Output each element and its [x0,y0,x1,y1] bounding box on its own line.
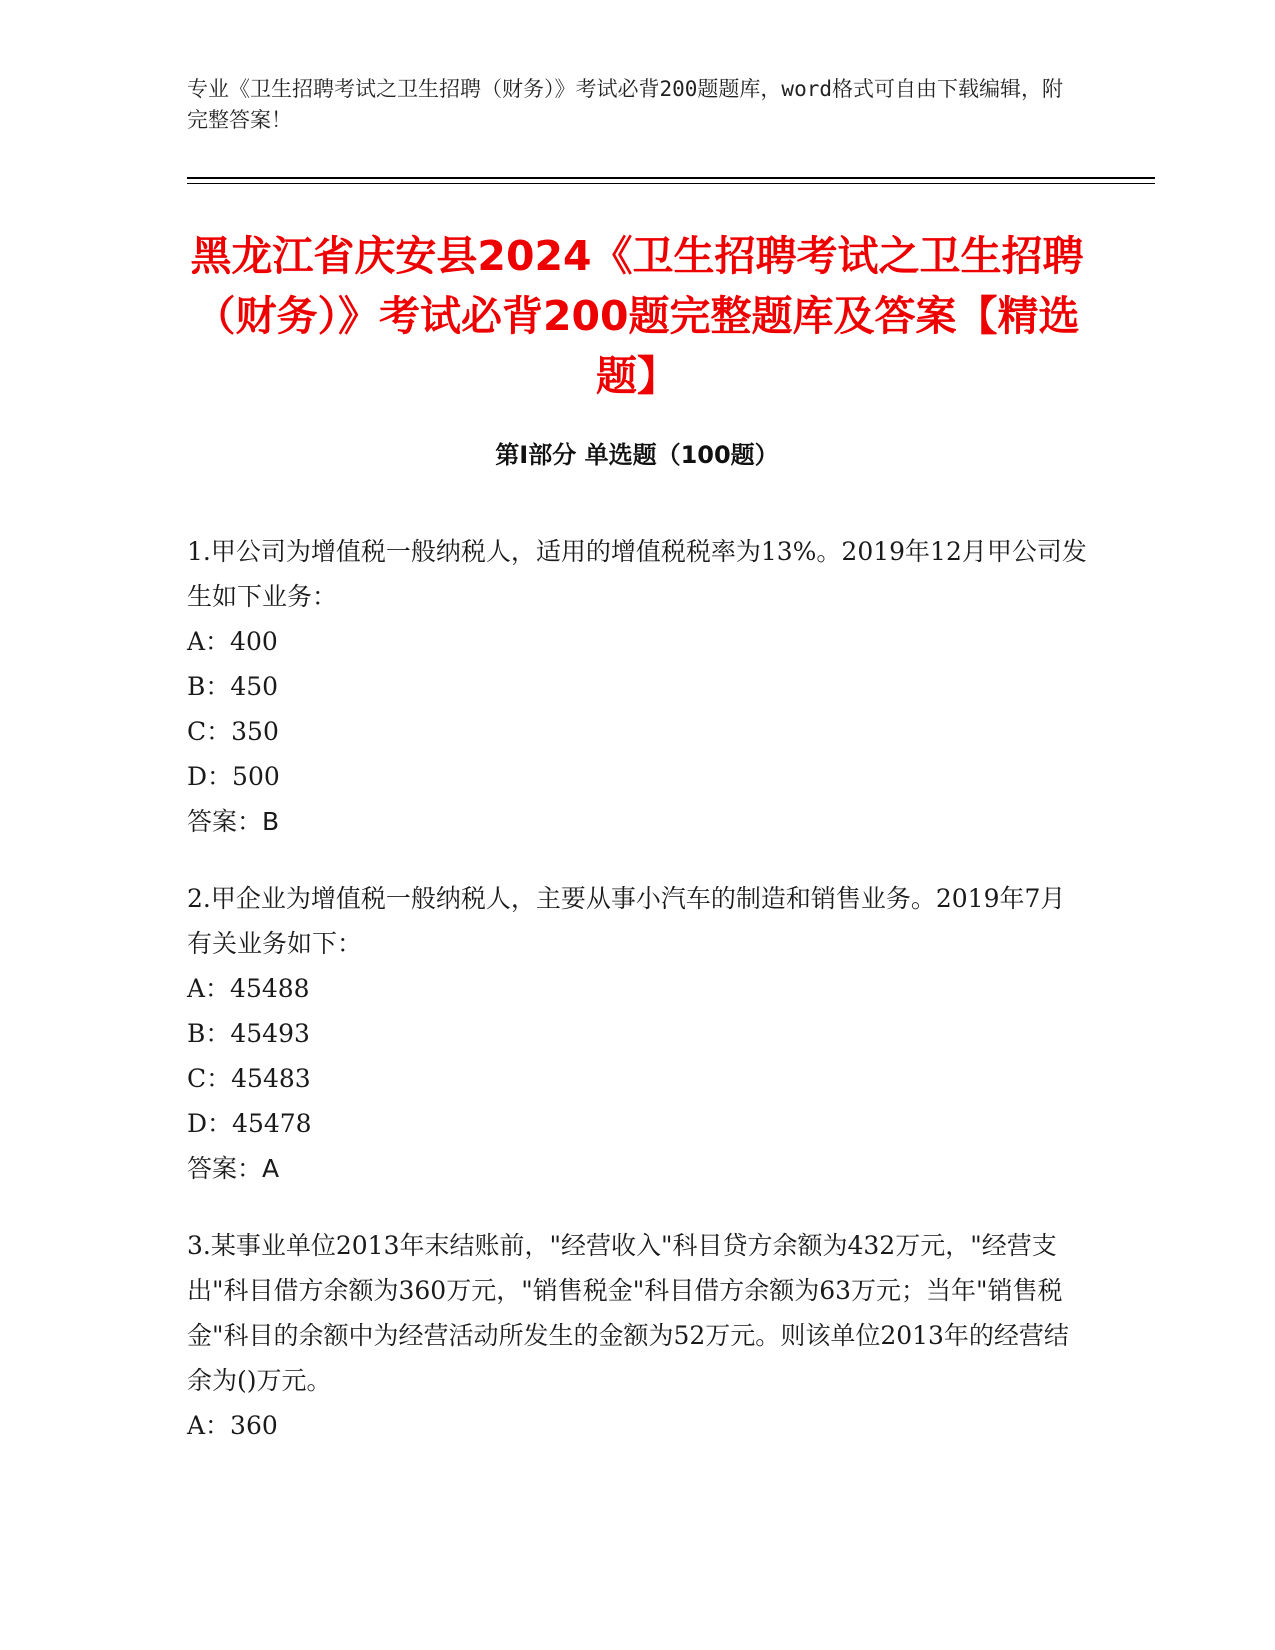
section-heading: 第Ⅰ部分 单选题（100题） [495,441,779,469]
option-c: C：350 [187,717,279,746]
document-intro: 专业《卫生招聘考试之卫生招聘（财务）》考试必背200题题库，word格式可自由下载编辑，附完整答案！ [187,77,1063,132]
option-a: A：45488 [187,974,310,1003]
option-d: D：500 [187,762,280,791]
answer-label: 答案：B [187,807,280,836]
option-b: B：450 [187,672,279,701]
answer-label: 答案：A [187,1154,280,1183]
option-c: C：45483 [187,1064,311,1093]
header-rule-thin [187,183,1155,184]
option-b: B：45493 [187,1019,310,1048]
question-1 [187,529,1087,844]
question-list [187,529,1087,1480]
option-d: D：45478 [187,1109,312,1138]
question-stem: 2.甲企业为增值税一般纳税人，主要从事小汽车的制造和销售业务。2019年7月有关业务如下： [187,884,1066,958]
option-a: A：360 [187,1411,278,1440]
question-stem: 1.甲公司为增值税一般纳税人，适用的增值税税率为13%。2019年12月甲公司发生如下业务： [187,537,1087,611]
option-a: A：400 [187,627,278,656]
question-stem: 3.某事业单位2013年末结账前，"经营收入"科目贷方余额为432万元，"经营支出"科目借方余额为360万元，"销售税金"科目借方余额为63万元；当年"销售税金"科目的余额中为经营活动所发生的金额为52万元。则该单位2013年的经营结余为()万元。 [187,1231,1069,1395]
question-3 [187,1223,1087,1448]
header-rule-thick [187,177,1155,179]
document-title: 黑龙江省庆安县2024《卫生招聘考试之卫生招聘（财务）》考试必背200题完整题库及答案【精选题】 [190,232,1084,400]
question-2 [187,876,1087,1191]
